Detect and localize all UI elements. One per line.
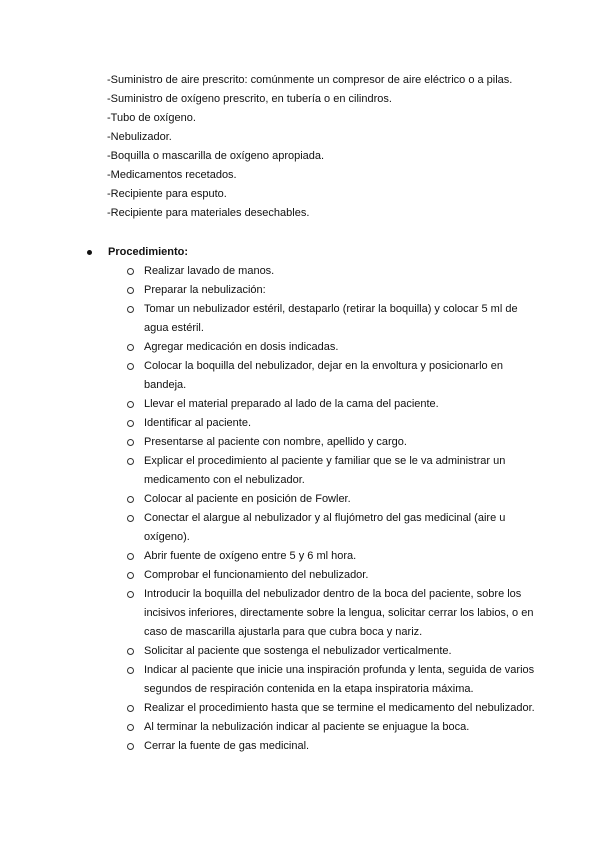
hollow-bullet-icon xyxy=(127,496,134,503)
supply-item: -Recipiente para esputo. xyxy=(107,188,227,200)
procedure-step-text: Solicitar al paciente que sostenga el nebulizador verticalmente. xyxy=(144,645,452,657)
hollow-bullet-icon xyxy=(127,705,134,712)
hollow-bullet-icon xyxy=(127,553,134,560)
procedure-heading: Procedimiento: xyxy=(108,246,189,258)
hollow-bullet-icon xyxy=(127,515,134,522)
procedure-step xyxy=(144,509,537,547)
procedure-step xyxy=(144,452,537,490)
procedure-step xyxy=(144,490,537,509)
supply-item: -Recipiente para materiales desechables. xyxy=(107,207,310,219)
hollow-bullet-icon xyxy=(127,363,134,370)
procedure-step-text: Preparar la nebulización: xyxy=(144,284,266,296)
supplies-list xyxy=(107,71,547,223)
procedure-step xyxy=(144,281,537,300)
hollow-bullet-icon xyxy=(127,667,134,674)
procedure-step-text: Agregar medicación en dosis indicadas. xyxy=(144,341,339,353)
procedure-step-text: Explicar el procedimiento al paciente y familiar que se le va administrar un medicamento con el nebulizador. xyxy=(144,455,506,486)
procedure-step-text: Presentarse al paciente con nombre, apellido y cargo. xyxy=(144,436,407,448)
procedure-step xyxy=(144,395,537,414)
hollow-bullet-icon xyxy=(127,724,134,731)
procedure-step-text: Llevar el material preparado al lado de la cama del paciente. xyxy=(144,398,439,410)
procedure-step-text: Introducir la boquilla del nebulizador dentro de la boca del paciente, sobre los incisivos inferiores, directamente sobre la lengua, solicitar cerrar los labios, o en caso de mascarilla ajustarla para que cubra boca y nariz. xyxy=(144,588,534,638)
supply-item: -Medicamentos recetados. xyxy=(107,169,237,181)
procedure-step-text: Conectar el alargue al nebulizador y al flujómetro del gas medicinal (aire u oxígeno). xyxy=(144,512,506,543)
procedure-step-text: Comprobar el funcionamiento del nebulizador. xyxy=(144,569,369,581)
procedure-step-text: Realizar lavado de manos. xyxy=(144,265,275,277)
hollow-bullet-icon xyxy=(127,648,134,655)
procedure-step xyxy=(144,547,537,566)
supply-item: -Nebulizador. xyxy=(107,131,172,143)
procedure-step xyxy=(144,737,537,756)
procedure-step-text: Cerrar la fuente de gas medicinal. xyxy=(144,740,310,752)
procedure-step xyxy=(144,661,537,699)
procedure-step-text: Tomar un nebulizador estéril, destaparlo (retirar la boquilla) y colocar 5 ml de agua estéril. xyxy=(144,303,518,334)
supply-item: -Suministro de aire prescrito: comúnmente un compresor de aire eléctrico o a pilas. xyxy=(107,74,513,86)
procedure-heading-row xyxy=(87,243,537,262)
supply-item: -Suministro de oxígeno prescrito, en tubería o en cilindros. xyxy=(107,93,392,105)
supply-item: -Boquilla o mascarilla de oxígeno apropiada. xyxy=(107,150,325,162)
hollow-bullet-icon xyxy=(127,401,134,408)
procedure-step xyxy=(144,566,537,585)
procedure-step xyxy=(144,262,537,281)
hollow-bullet-icon xyxy=(127,287,134,294)
procedure-step-text: Identificar al paciente. xyxy=(144,417,252,429)
hollow-bullet-icon xyxy=(127,268,134,275)
hollow-bullet-icon xyxy=(127,743,134,750)
hollow-bullet-icon xyxy=(127,420,134,427)
hollow-bullet-icon xyxy=(127,306,134,313)
procedure-step xyxy=(144,338,537,357)
hollow-bullet-icon xyxy=(127,439,134,446)
procedure-step xyxy=(144,718,537,737)
hollow-bullet-icon xyxy=(127,591,134,598)
procedure-steps-list xyxy=(87,262,537,756)
procedure-step-text: Al terminar la nebulización indicar al paciente se enjuague la boca. xyxy=(144,721,470,733)
procedure-step-text: Colocar al paciente en posición de Fowler. xyxy=(144,493,351,505)
procedure-step-text: Colocar la boquilla del nebulizador, dejar en la envoltura y posicionarlo en bandeja. xyxy=(144,360,503,391)
hollow-bullet-icon xyxy=(127,344,134,351)
procedure-step xyxy=(144,300,537,338)
procedure-section xyxy=(87,243,537,756)
procedure-step-text: Realizar el procedimiento hasta que se termine el medicamento del nebulizador. xyxy=(144,702,535,714)
supply-item: -Tubo de oxígeno. xyxy=(107,112,196,124)
procedure-step-text: Abrir fuente de oxígeno entre 5 y 6 ml hora. xyxy=(144,550,357,562)
hollow-bullet-icon xyxy=(127,458,134,465)
procedure-step xyxy=(144,357,537,395)
filled-bullet-icon xyxy=(87,250,92,255)
hollow-bullet-icon xyxy=(127,572,134,579)
procedure-step xyxy=(144,414,537,433)
procedure-step-text: Indicar al paciente que inicie una inspiración profunda y lenta, seguida de varios segundos de respiración contenida en la etapa inspiratoria máxima. xyxy=(144,664,535,695)
procedure-step xyxy=(144,699,537,718)
procedure-step xyxy=(144,433,537,452)
procedure-step xyxy=(144,642,537,661)
procedure-step xyxy=(144,585,537,642)
